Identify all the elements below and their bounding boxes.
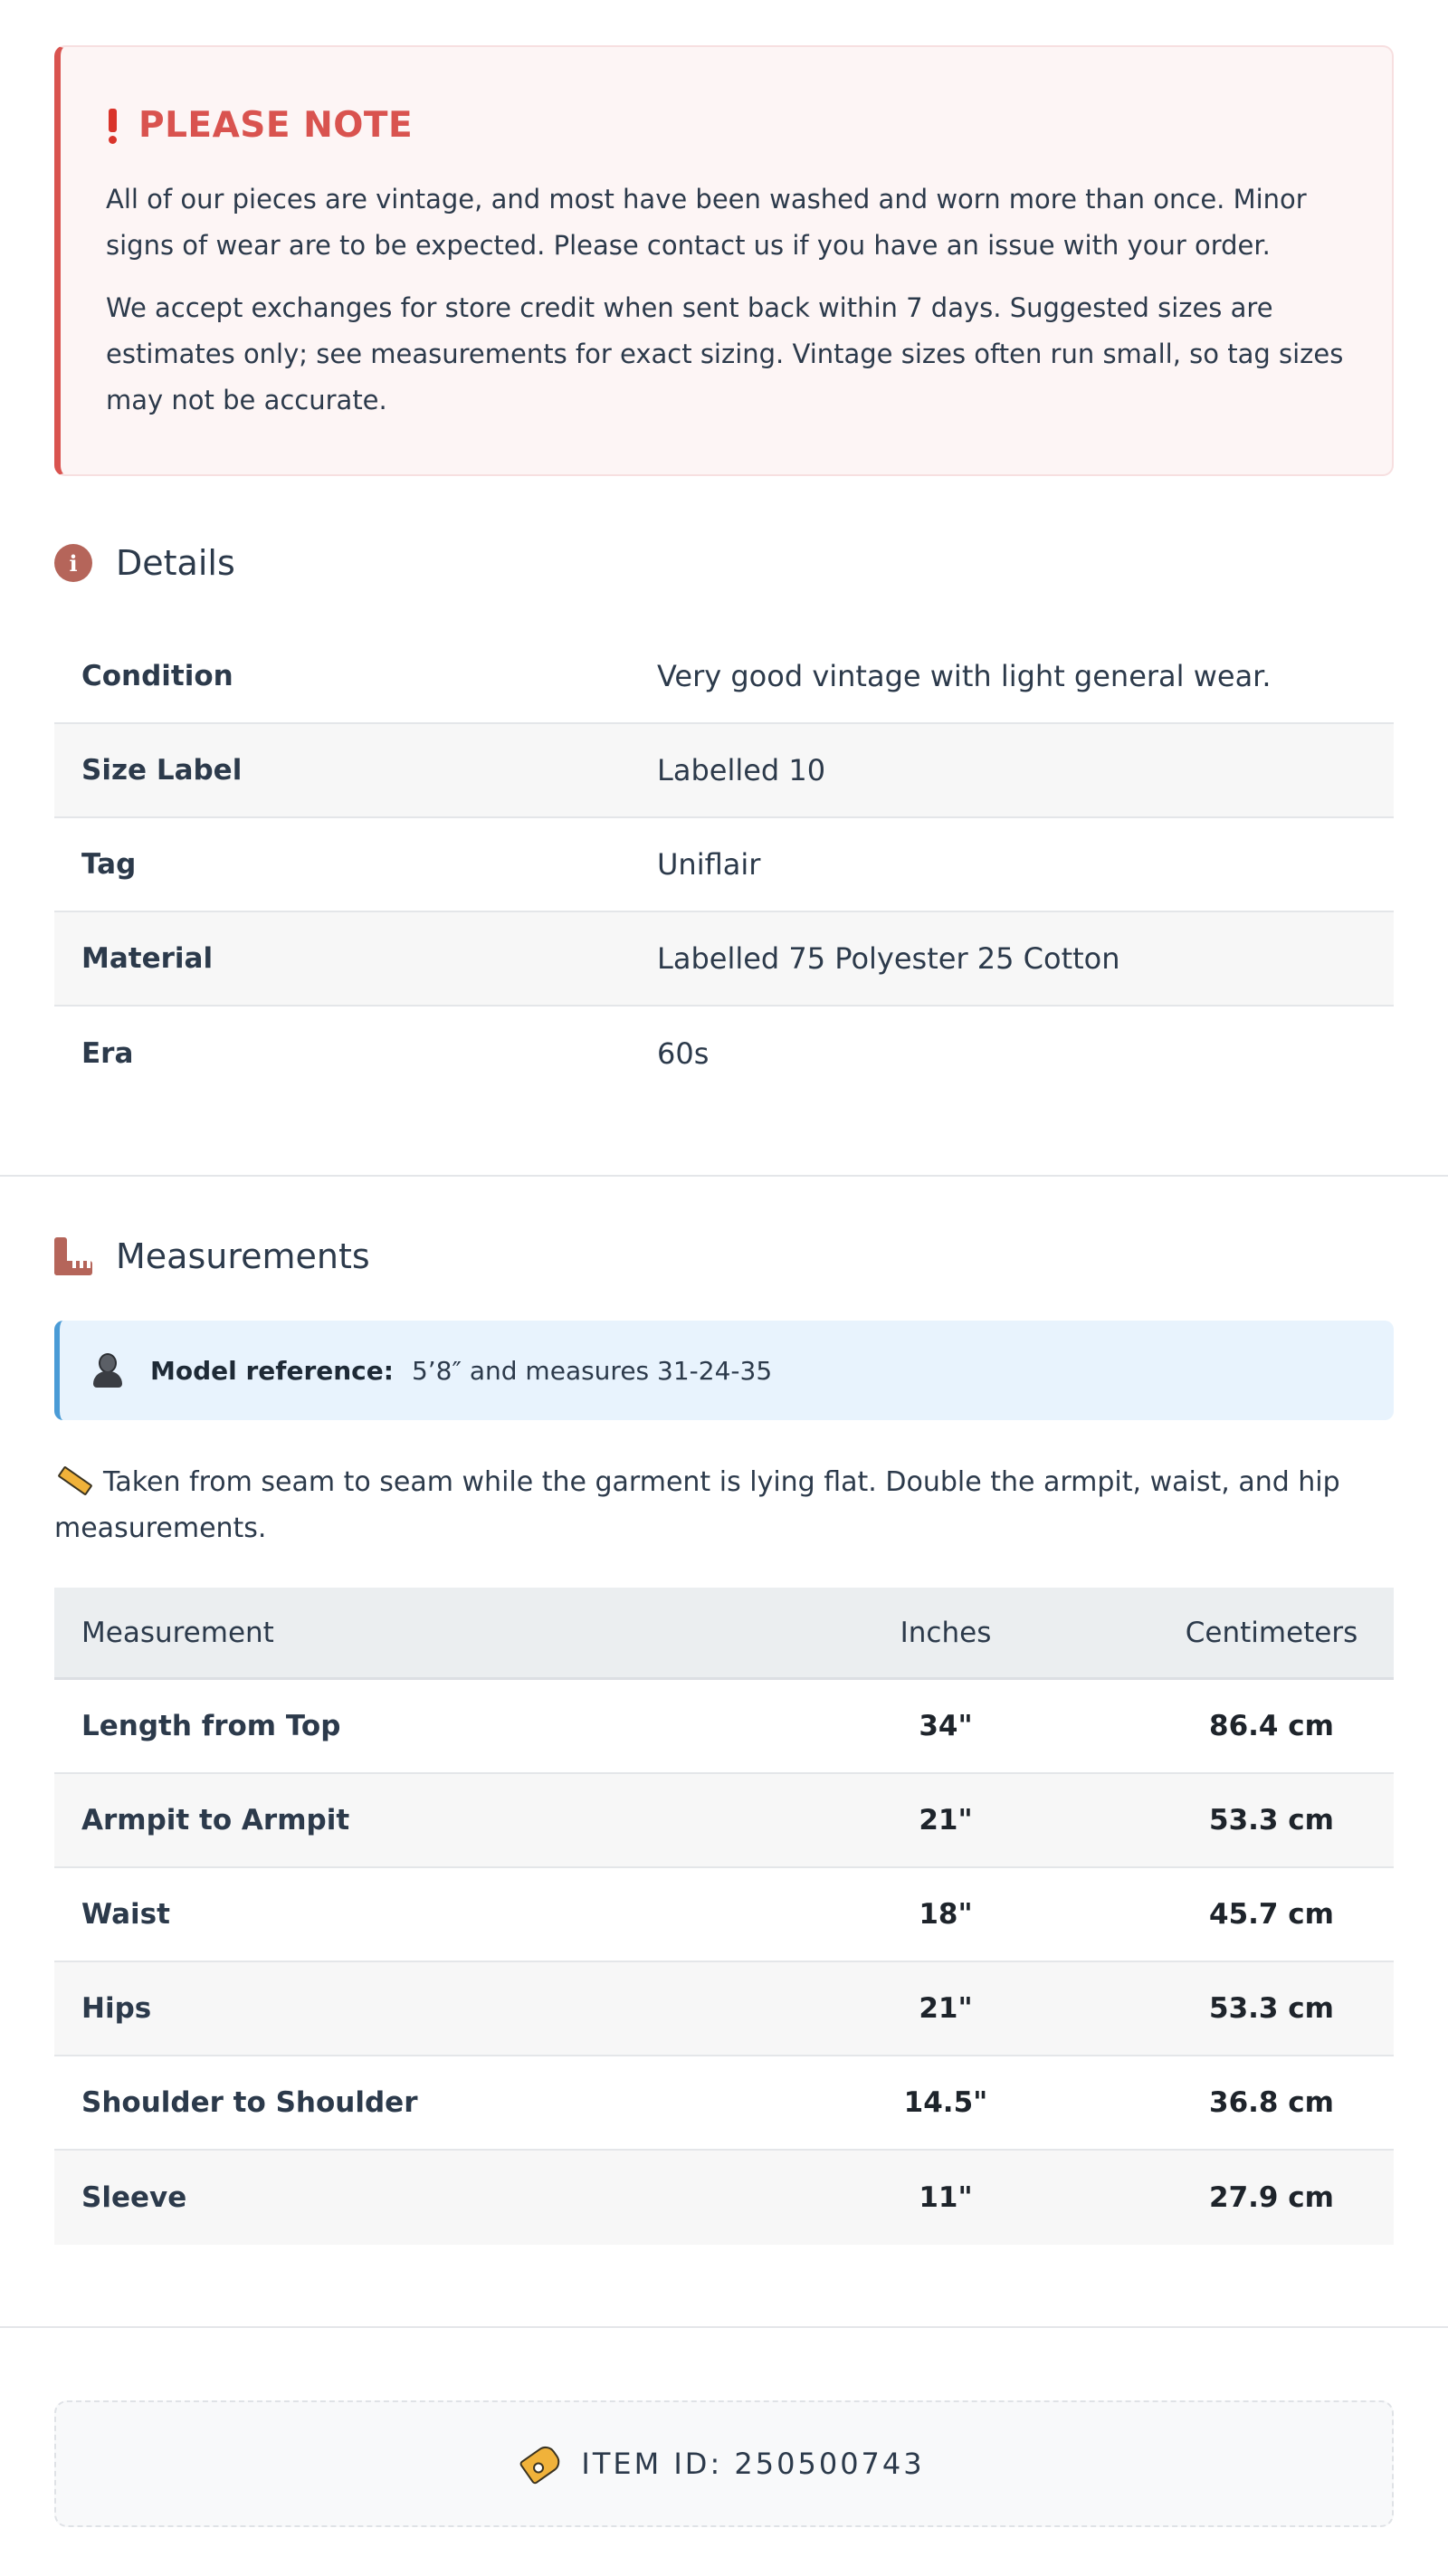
table-row — [54, 630, 1394, 724]
measurement-name: Length from Top — [81, 1710, 341, 1742]
measurement-cm: 53.3 cm — [1209, 1992, 1334, 2025]
measurements-heading — [54, 1236, 370, 1276]
measurement-cm: 86.4 cm — [1209, 1710, 1334, 1742]
detail-label: Size Label — [81, 754, 243, 787]
measurement-inches: 18" — [919, 1898, 973, 1931]
detail-value: Very good vintage with light general wear. — [657, 659, 1272, 693]
model-reference-label: Model reference: — [150, 1355, 394, 1386]
person-icon — [92, 1353, 123, 1388]
table-row — [54, 912, 1394, 1007]
measurement-cm: 53.3 cm — [1209, 1804, 1334, 1837]
table-row — [54, 1774, 1394, 1868]
detail-label: Material — [81, 942, 214, 975]
item-id-label: ITEM ID: 250500743 — [581, 2447, 925, 2481]
pencil-icon — [57, 1465, 92, 1495]
table-row — [54, 2056, 1394, 2151]
measurements-table — [54, 1588, 1394, 2245]
exclamation-icon — [106, 107, 119, 145]
tag-icon — [519, 2442, 564, 2485]
details-table — [54, 630, 1394, 1101]
measurement-name: Waist — [81, 1898, 170, 1931]
table-row — [54, 1007, 1394, 1101]
table-row — [54, 818, 1394, 912]
model-reference-value: 5’8″ and measures 31-24-35 — [411, 1355, 773, 1386]
notice-header — [106, 105, 1347, 146]
measurement-cm: 27.9 cm — [1209, 2181, 1334, 2214]
detail-value: Uniflair — [657, 847, 761, 882]
ruler-icon — [54, 1237, 92, 1275]
detail-value: Labelled 10 — [657, 753, 826, 787]
info-icon: i — [54, 544, 92, 582]
notice-paragraph: All of our pieces are vintage, and most have been washed and worn more than once. Minor signs of wear are to be expected. Please contact us if you have an issue with your order. — [106, 184, 1307, 261]
column-header: Inches — [900, 1616, 992, 1649]
table-row — [54, 2151, 1394, 2245]
detail-value: 60s — [657, 1036, 710, 1071]
column-header: Centimeters — [1185, 1616, 1358, 1649]
measurement-name: Armpit to Armpit — [81, 1804, 350, 1837]
detail-label: Condition — [81, 660, 233, 692]
measurement-note-text: Taken from seam to seam while the garment is lying flat. Double the armpit, waist, and hip measurements. — [54, 1466, 1340, 1544]
measurement-cm: 45.7 cm — [1209, 1898, 1334, 1931]
measurement-name: Sleeve — [81, 2181, 187, 2214]
details-heading — [54, 543, 235, 583]
detail-value: Labelled 75 Polyester 25 Cotton — [657, 941, 1120, 976]
details-title: Details — [116, 543, 235, 583]
measurement-inches: 34" — [919, 1710, 973, 1742]
section-divider — [0, 2326, 1448, 2328]
notice-title: PLEASE NOTE — [138, 105, 414, 146]
table-row — [54, 1962, 1394, 2056]
table-row — [54, 1680, 1394, 1774]
measurements-title: Measurements — [116, 1236, 370, 1276]
table-header — [54, 1588, 1394, 1680]
table-row — [54, 724, 1394, 818]
measurement-inches: 21" — [919, 1804, 973, 1837]
please-note-panel — [54, 45, 1394, 476]
measurement-cm: 36.8 cm — [1209, 2086, 1334, 2119]
notice-paragraph: We accept exchanges for store credit when sent back within 7 days. Suggested sizes are estimates only; see measurements for exact sizing. Vintage sizes often run small, so tag sizes may not be accurate. — [106, 292, 1344, 415]
section-divider — [0, 1175, 1448, 1177]
measurement-name: Shoulder to Shoulder — [81, 2086, 418, 2119]
column-header: Measurement — [81, 1616, 274, 1649]
item-id-box — [54, 2400, 1394, 2527]
measurement-inches: 11" — [919, 2181, 973, 2214]
table-row — [54, 1868, 1394, 1962]
detail-label: Era — [81, 1037, 134, 1070]
measurement-note — [54, 1459, 1358, 1551]
detail-label: Tag — [81, 848, 137, 881]
measurement-inches: 14.5" — [903, 2086, 988, 2119]
measurement-inches: 21" — [919, 1992, 973, 2025]
model-reference — [54, 1321, 1394, 1420]
measurement-name: Hips — [81, 1992, 152, 2025]
